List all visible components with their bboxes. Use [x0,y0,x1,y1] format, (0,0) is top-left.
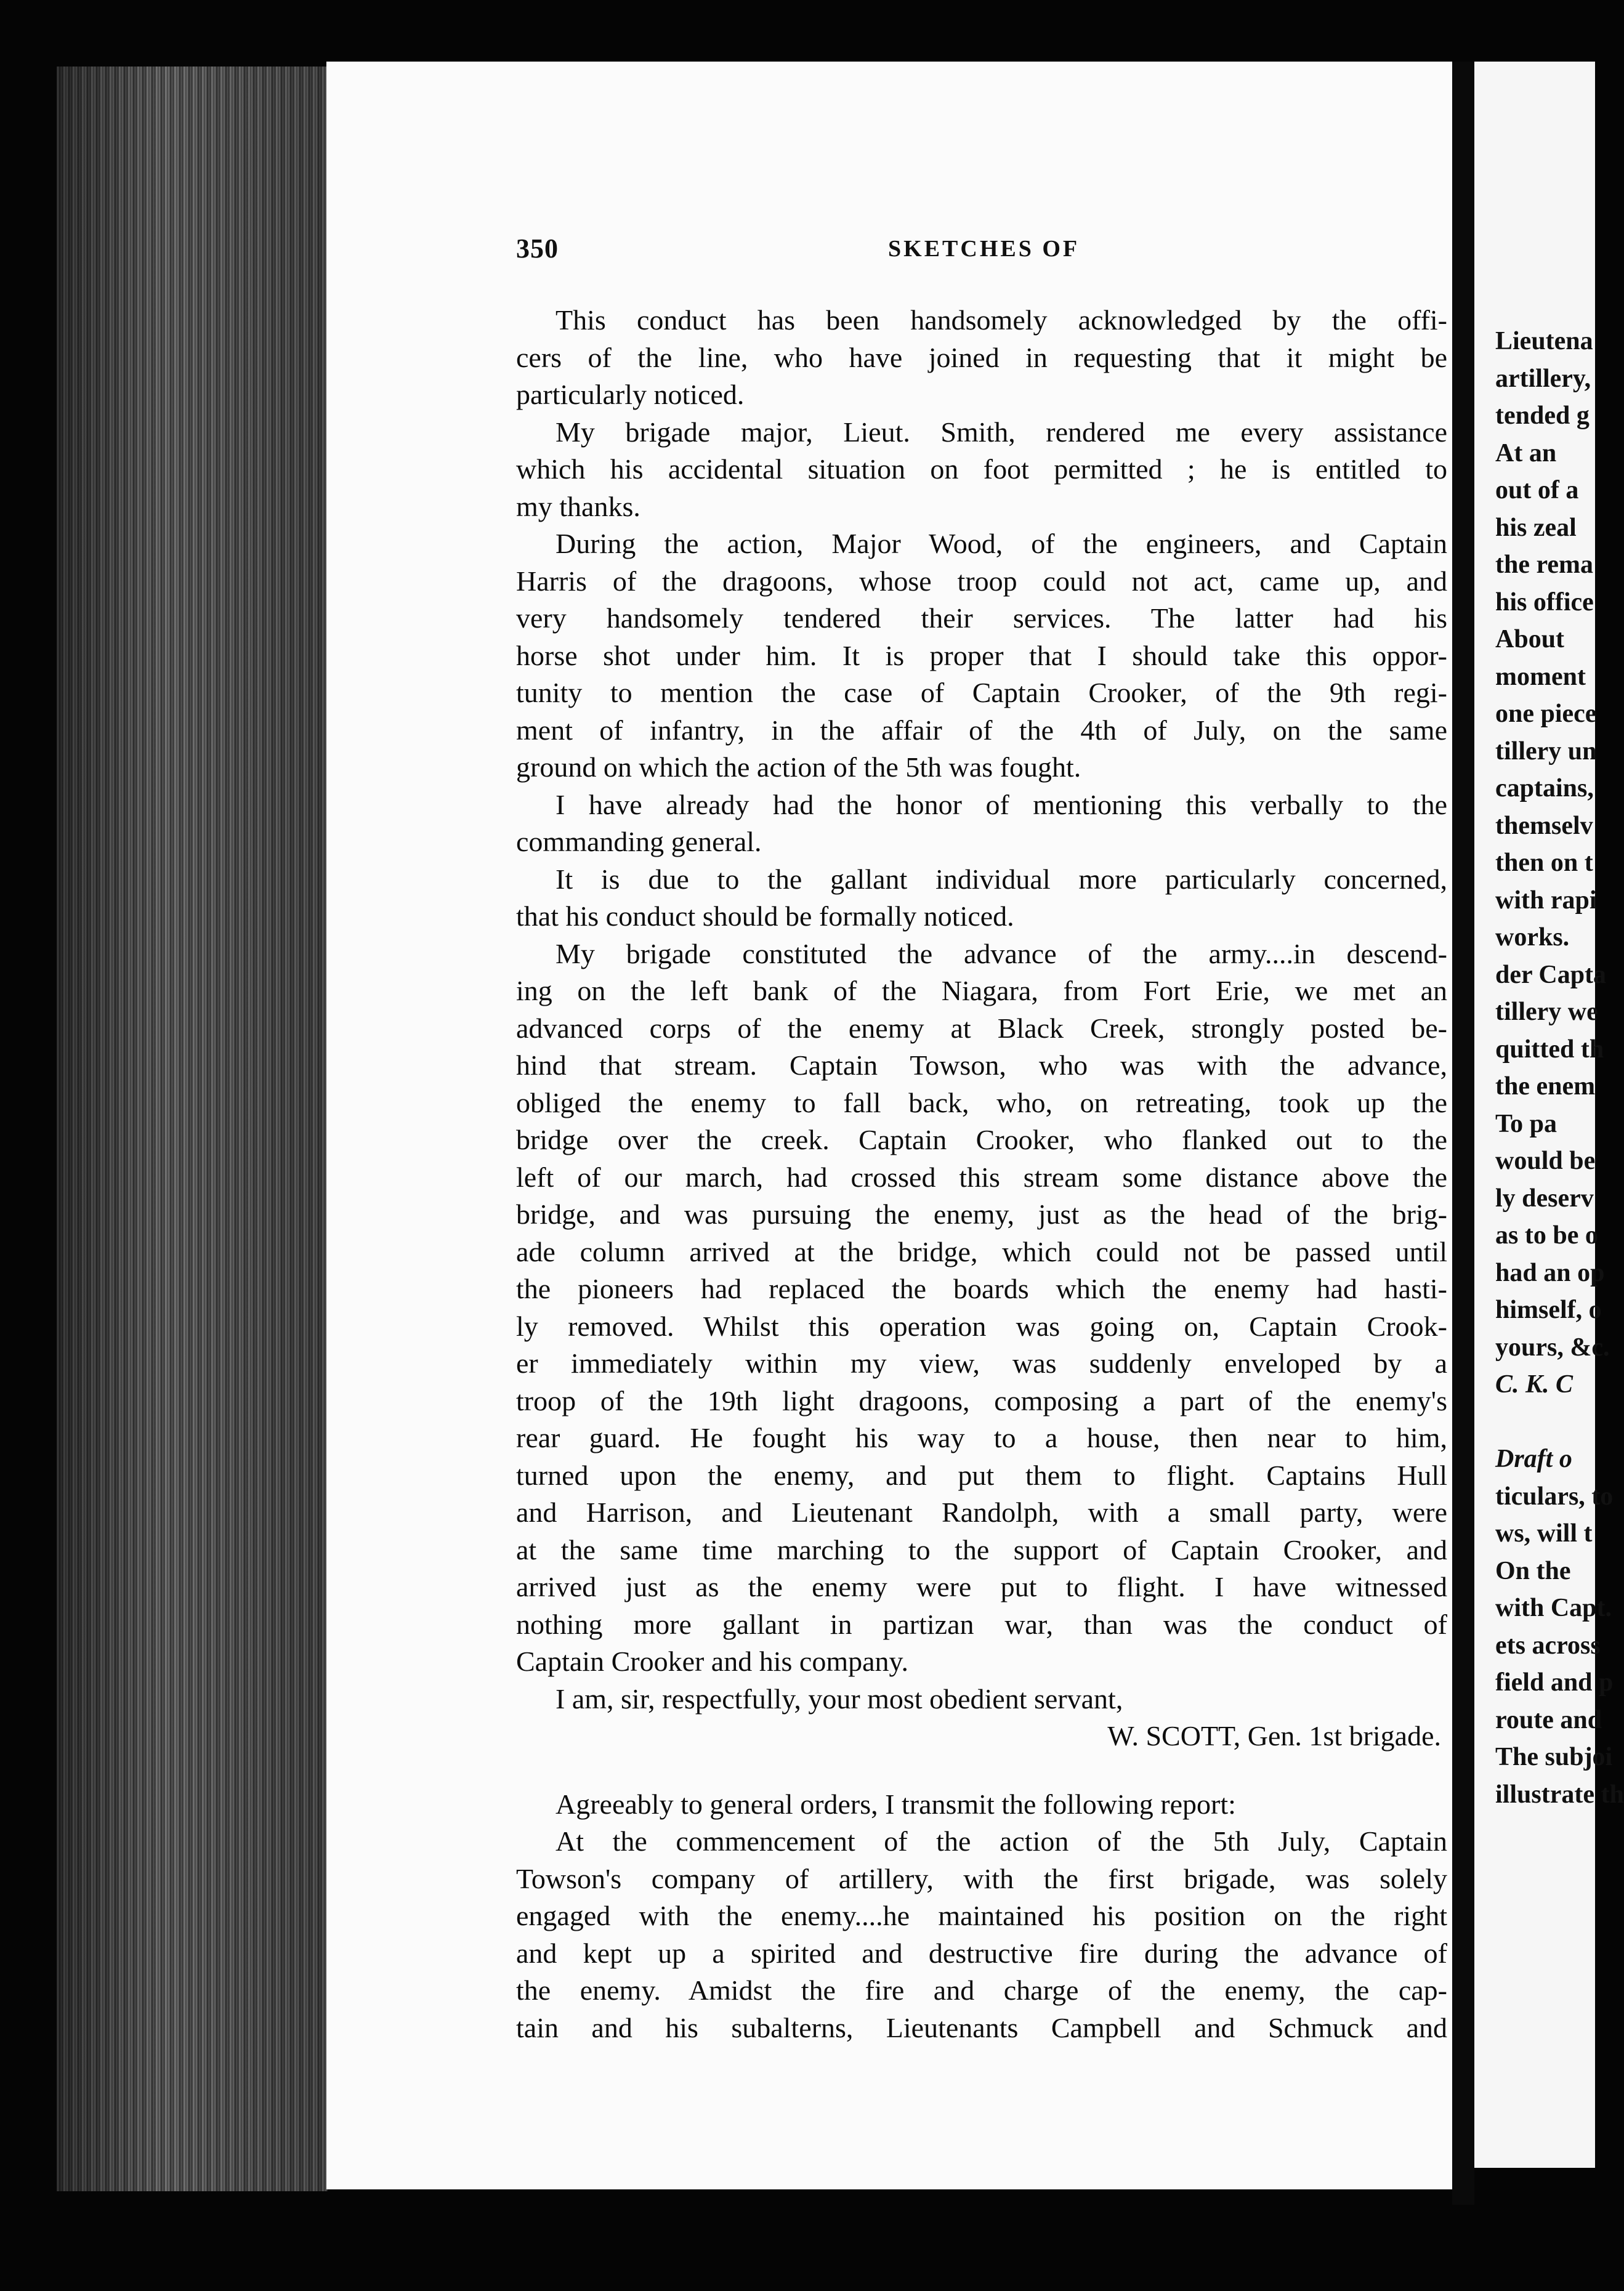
text-line: horse shot under him. It is proper that I should take this oppor- [516,639,1447,671]
facing-page-line: On the [1495,1556,1571,1585]
facing-page-line: the enem [1495,1072,1596,1101]
page-number: 350 [516,233,559,264]
text-line: ground on which the action of the 5th was fought. [516,751,1081,783]
facing-page-line: field and p [1495,1668,1614,1697]
text-line: left of our march, had crossed this stream some distance above the [516,1161,1447,1193]
text-line: commanding general. [516,826,762,857]
text-line: that his conduct should be formally noticed. [516,900,1014,932]
facing-page-line: works. [1495,923,1570,952]
text-line: bridge over the creek. Captain Crooker, who flanked out to the [516,1124,1447,1155]
facing-page-line: quitted th [1495,1035,1604,1064]
facing-page-line: Draft o [1495,1445,1572,1473]
text-line: During the action, Major Wood, of the engineers, and Captain [555,528,1447,559]
text-line: Captain Crooker and his company. [516,1646,909,1677]
spine-shadow [57,67,328,2191]
facing-page-line: At an [1495,438,1557,467]
text-line: At the commencement of the action of the 5th July, Captain [555,1825,1447,1857]
text-line: Harris of the dragoons, whose troop could not act, came up, and [516,565,1447,597]
text-line: obliged the enemy to fall back, who, on retreating, took up the [516,1086,1447,1118]
text-line: Towson's company of artillery, with the first brigade, was solely [516,1862,1447,1894]
text-line: the pioneers had replaced the boards which the enemy had hasti- [516,1273,1447,1304]
text-line: ly removed. Whilst this operation was going on, Captain Crook- [516,1310,1447,1342]
facing-page-line: tillery un [1495,737,1597,766]
facing-page-line: with Capt. [1495,1594,1612,1622]
facing-page-line: yours, &c. [1495,1333,1610,1362]
text-line: My brigade major, Lieut. Smith, rendered me every assistance [555,416,1447,448]
facing-page-line: ets across [1495,1631,1601,1660]
text-line: advanced corps of the enemy at Black Creek, strongly posted be- [516,1012,1447,1044]
facing-page-line: one piece [1495,700,1597,728]
text-line: which his accidental situation on foot permitted ; he is entitled to [516,453,1447,485]
text-line: turned upon the enemy, and put them to flight. Captains Hull [516,1459,1447,1491]
text-line: cers of the line, who have joined in requesting that it might be [516,341,1447,373]
facing-page-line: the rema [1495,551,1593,579]
facing-page-line: der Capta [1495,960,1607,989]
book-gutter [1452,62,1474,2205]
facing-page-line: To pa [1495,1109,1557,1138]
facing-page-line: with rapi [1495,886,1597,915]
facing-page-line: would be [1495,1147,1596,1175]
text-line: ade column arrived at the bridge, which could not be passed until [516,1235,1447,1267]
facing-page-line: tended g [1495,402,1590,430]
text-line: arrived just as the enemy were put to flight. I have witnessed [516,1571,1447,1602]
facing-page-line: tillery we [1495,998,1598,1026]
text-line: My brigade constituted the advance of the army....in descend- [555,937,1447,969]
text-line: troop of the 19th light dragoons, composing a part of the enemy's [516,1384,1447,1416]
facing-page-line: himself, o [1495,1296,1602,1324]
running-head [516,233,1440,270]
text-line: and kept up a spirited and destructive fire during the advance of [516,1937,1447,1969]
text-line: er immediately within my view, was suddenly enveloped by a [516,1348,1447,1379]
text-line: hind that stream. Captain Towson, who was with the advance, [516,1049,1447,1081]
facing-page-line: Lieutena [1495,327,1593,355]
facing-page-line: as to be o [1495,1221,1598,1250]
text-line: This conduct has been handsomely acknowledged by the offi- [555,304,1447,336]
text-line: It is due to the gallant individual more particularly concerned, [555,863,1447,895]
facing-page-line: out of a [1495,476,1579,504]
text-line: bridge, and was pursuing the enemy, just as the head of the brig- [516,1198,1447,1230]
text-line: tain and his subalterns, Lieutenants Campbell and Schmuck and [516,2011,1447,2043]
text-line: the enemy. Amidst the fire and charge of the enemy, the cap- [516,1974,1447,2006]
text-line: ing on the left bank of the Niagara, from Fort Erie, we met an [516,975,1447,1006]
text-line: W. SCOTT, Gen. 1st brigade. [1107,1720,1441,1752]
facing-page-line: ticulars, to [1495,1482,1614,1511]
facing-page-line: his office [1495,588,1594,616]
text-line: particularly noticed. [516,379,745,410]
text-line: very handsomely tendered their services. The latter had his [516,602,1447,634]
facing-page-line: The subjoi [1495,1743,1613,1771]
text-line: I have already had the honor of mentioning this verbally to the [555,788,1447,820]
facing-page-line: route and [1495,1705,1602,1734]
facing-page-line: artillery, [1495,364,1591,393]
text-line: ment of infantry, in the affair of the 4th of July, on the same [516,714,1447,746]
text-line: and Harrison, and Lieutenant Randolph, with a small party, were [516,1497,1447,1528]
facing-page-line: captains, [1495,774,1594,802]
facing-page-line: illustrate th [1495,1780,1624,1809]
text-line: I am, sir, respectfully, your most obedient servant, [555,1683,1123,1715]
text-line: Agreeably to general orders, I transmit the following report: [555,1788,1236,1820]
text-line: nothing more gallant in partizan war, than was the conduct of [516,1608,1447,1640]
facing-page-line: his zeal [1495,513,1577,542]
facing-page-line: ws, will t [1495,1519,1593,1548]
facing-page-line: had an op [1495,1258,1605,1287]
facing-page-line: moment [1495,662,1586,691]
facing-page-line: themselv [1495,811,1593,840]
text-line: at the same time marching to the support of Captain Crooker, and [516,1533,1447,1566]
text-line: tunity to mention the case of Captain Crooker, of the 9th regi- [516,677,1447,708]
facing-page-line: C. K. C [1495,1370,1574,1399]
body-text [516,302,1447,2047]
facing-page-line: ly deserv [1495,1184,1594,1213]
facing-page-line: then on t [1495,849,1593,877]
paragraph-gap [516,1755,1447,1786]
text-line: engaged with the enemy....he maintained his position on the right [516,1900,1447,1931]
header-title: SKETCHES OF [888,236,1080,262]
facing-page-line: About [1495,625,1565,653]
text-line: my thanks. [516,490,640,522]
text-line: rear guard. He fought his way to a house, then near to him, [516,1422,1447,1453]
